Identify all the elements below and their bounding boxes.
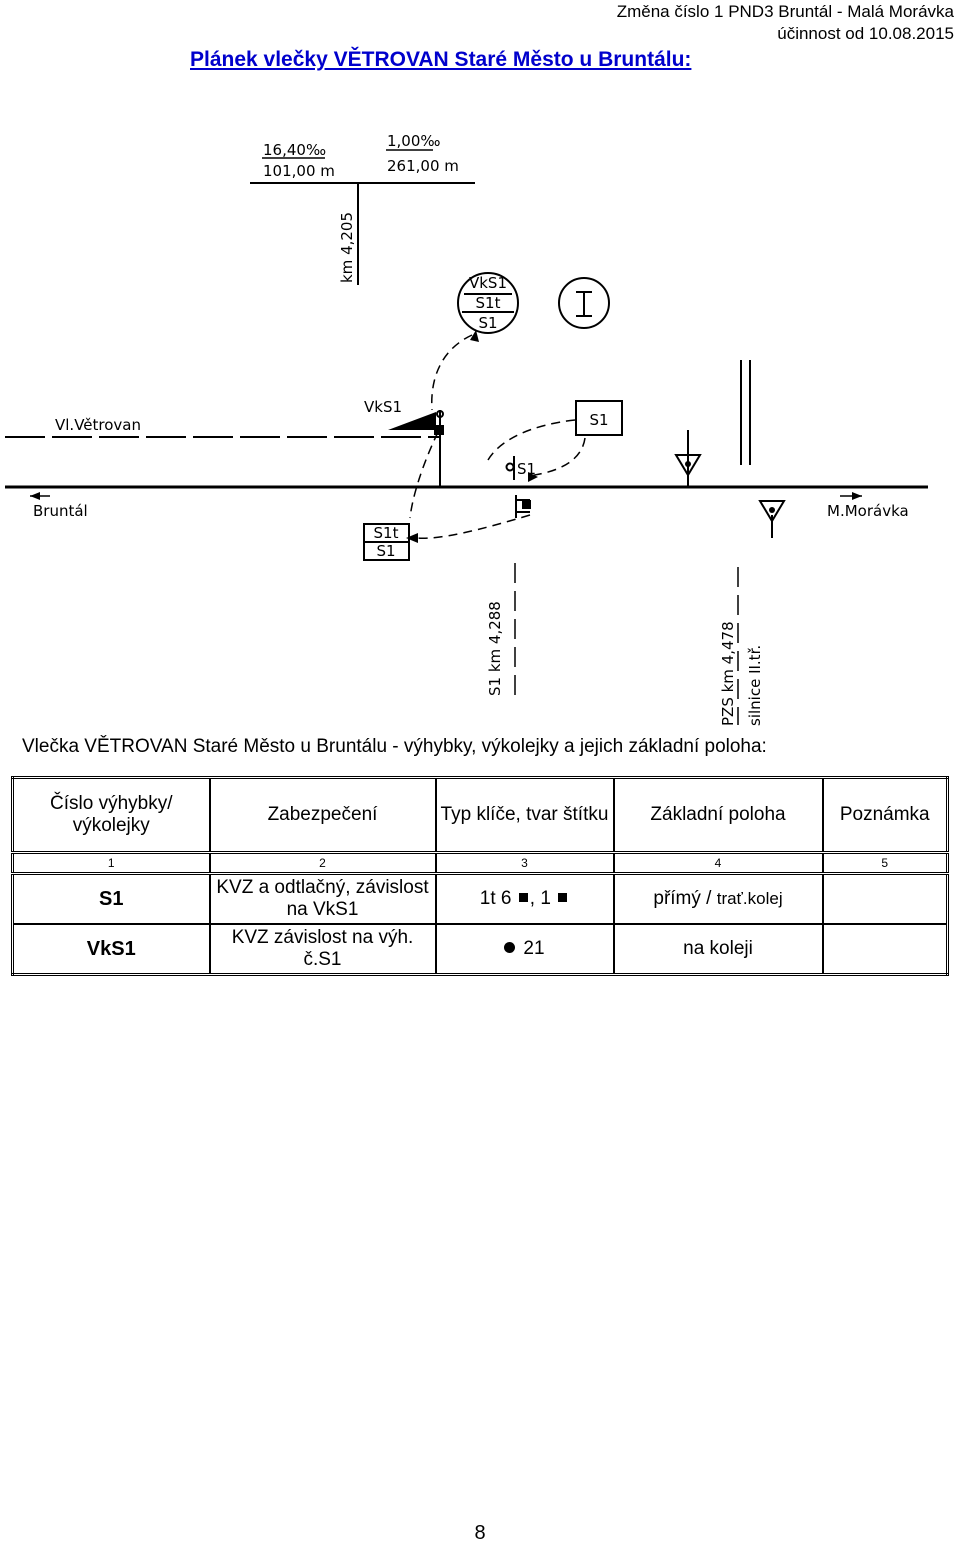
km-pzs-label: PZS km 4,478 — [719, 621, 737, 726]
key-cell — [436, 874, 614, 925]
page-title: Plánek vlečky VĚTROVAN Staré Město u Bruntálu: — [190, 48, 692, 71]
column-number-row — [13, 853, 948, 874]
circle-label-s1t: S1t — [475, 294, 501, 312]
column-number: 1 — [13, 853, 210, 874]
header-cell: Základní poloha — [614, 778, 823, 853]
position-cell — [614, 874, 823, 925]
change-header: Změna číslo 1 PND3 Bruntál - Malá Morávka — [616, 2, 954, 21]
switch-s1-label: S1 — [517, 460, 537, 478]
column-number: 3 — [436, 853, 614, 874]
switch-table — [11, 776, 949, 976]
box-s1t-label: S1t — [373, 524, 399, 542]
length-left: 101,00 m — [263, 162, 335, 180]
key-text: 1t 6 — [479, 888, 512, 909]
track-diagram — [0, 120, 960, 732]
page-number: 8 — [474, 1522, 486, 1544]
signal-vks1-label: VkS1 — [364, 398, 403, 416]
road-label: silnice II.tř. — [746, 644, 764, 726]
header-cell: Číslo výhybky/ výkolejky — [13, 778, 210, 853]
square-icon — [519, 893, 528, 902]
length-right: 261,00 m — [387, 157, 459, 175]
circle-label-vks1: VkS1 — [468, 274, 508, 292]
gradient-right: 1,00‰ — [387, 132, 441, 150]
dot-icon — [504, 942, 515, 953]
header-cell: Poznámka — [823, 778, 948, 853]
km-marker: km 4,205 — [338, 211, 356, 283]
security-cell: KVZ závislost na výh. č.S1 — [210, 924, 436, 975]
box-s1-lower-label: S1 — [376, 542, 396, 560]
position-text: trať.kolej — [716, 889, 783, 908]
key-cell — [436, 924, 614, 975]
note-cell — [823, 924, 948, 975]
circle-label-s1: S1 — [478, 314, 498, 332]
table-row — [13, 874, 948, 925]
note-cell — [823, 874, 948, 925]
label-moravka: M.Morávka — [827, 502, 909, 520]
column-number: 5 — [823, 853, 948, 874]
km-switch-label: S1 km 4,288 — [486, 601, 504, 696]
column-number: 2 — [210, 853, 436, 874]
table-caption: Vlečka VĚTROVAN Staré Město u Bruntálu - výhybky, výkolejky a jejich základní poloha: — [22, 736, 767, 757]
header-cell: Zabezpečení — [210, 778, 436, 853]
square-icon — [558, 893, 567, 902]
siding-name: Vl.Větrovan — [55, 416, 141, 434]
gradient-left: 16,40‰ — [263, 141, 327, 159]
validity-date: účinnost od 10.08.2015 — [777, 24, 954, 43]
key-text: , 1 — [529, 888, 551, 909]
column-number: 4 — [614, 853, 823, 874]
table-row — [13, 924, 948, 975]
header-cell: Typ klíče, tvar štítku — [436, 778, 614, 853]
table-header-row — [13, 778, 948, 853]
key-text: 21 — [523, 938, 545, 959]
security-cell: KVZ a odtlačný, závislost na VkS1 — [210, 874, 436, 925]
position-cell: na koleji — [614, 924, 823, 975]
position-text: přímý / — [653, 888, 717, 909]
box-s1-label: S1 — [589, 411, 609, 429]
switch-id: S1 — [13, 874, 210, 925]
label-bruntal: Bruntál — [33, 502, 88, 520]
switch-id: VkS1 — [13, 924, 210, 975]
